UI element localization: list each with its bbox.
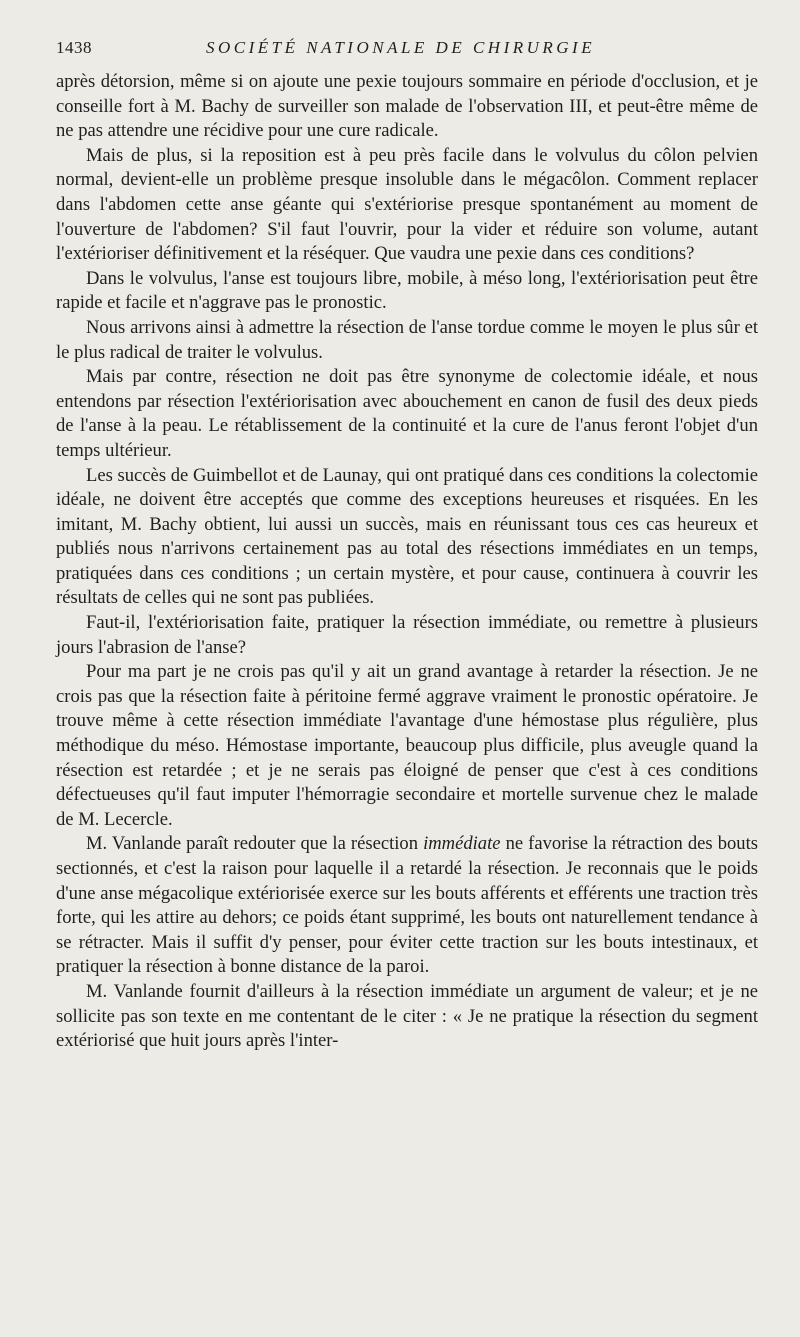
paragraph-9: [56, 832, 758, 980]
article-body: [56, 70, 758, 1054]
emphasized-word: immédiate: [423, 833, 501, 855]
paragraph-9-end: ne favorise la rétraction des bouts sectionnés, et c'est la raison pour laquelle il a retardé la résection. Je reconnais que le poids d'une anse mégacolique extériorisée exerce sur les bouts afférents et efférents une traction très forte, qui les attire au dehors; ce poids étant supprimé, les bouts ont naturellement tendance à se rétracter. Mais il suffit d'y penser, pour éviter cette traction sur les bouts intestinaux, et pratiquer la résection à bonne distance de la paroi.: [56, 833, 759, 978]
running-header: [56, 38, 758, 70]
paragraph-2: Mais de plus, si la reposition est à peu près facile dans le volvulus du côlon pelvien normal, devient-elle un problème presque insoluble dans le mégacôlon. Comment replacer dans l'abdomen cette anse géante qui s'extériorise presque spontanément au moment de l'ouverture de l'abdomen? S'il faut l'ouvrir, pour la vider et réduire son volume, autant l'extérioriser définitivement et la réséquer. Que vaudra une pexie dans ces conditions?: [56, 144, 758, 265]
paragraph-8: Pour ma part je ne crois pas qu'il y ait un grand avantage à retarder la résection. Je ne crois pas que la résection faite à péritoine fermé aggrave vraiment le pronostic opératoire. Je trouve même à cette résection immédiate l'avantage d'une hémostase plus régulière, plus méthodique du méso. Hémostase importante, beaucoup plus difficile, plus aveugle quand la résection est retardée ; et je ne serais pas éloigné de penser que c'est à ces conditions défectueuses qu'il faut imputer l'hémorragie secondaire et mortelle survenue chez le malade de M. Lecercle.: [56, 661, 758, 830]
journal-title: SOCIÉTÉ NATIONALE DE CHIRURGIE: [206, 38, 596, 57]
paragraph-10: M. Vanlande fournit d'ailleurs à la résection immédiate un argument de valeur; et je ne sollicite pas son texte en me contentant de le citer : « Je ne pratique la résection du segment extériorisé que huit jours après l'inter-: [56, 980, 758, 1052]
paragraph-4: Nous arrivons ainsi à admettre la résection de l'anse tordue comme le moyen le plus sûr et le plus radical de traiter le volvulus.: [56, 316, 758, 363]
paragraph-3: Dans le volvulus, l'anse est toujours libre, mobile, à méso long, l'extériorisation peut être rapide et facile et n'aggrave pas le pronostic.: [56, 267, 758, 314]
paragraph-5: Mais par contre, résection ne doit pas être synonyme de colectomie idéale, et nous entendons par résection l'extériorisation avec abouchement en canon de fusil des deux pieds de l'anse à la peau. Le rétablissement de la continuité et la cure de l'anus feront l'objet d'un temps ultérieur.: [56, 366, 758, 461]
paragraph-7: Faut-il, l'extériorisation faite, pratiquer la résection immédiate, ou remettre à plusieurs jours l'abrasion de l'anse?: [56, 612, 758, 658]
paragraph-6: Les succès de Guimbellot et de Launay, qui ont pratiqué dans ces conditions la colectomie idéale, ne doivent être acceptés que comme des exceptions heureuses et risquées. En les imitant, M. Bachy obtient, lui aussi un succès, mais en réunissant tous ces cas heureux et publiés nous n'arrivons certainement pas au total des résections immédiates en un temps, pratiquées dans ces conditions ; un certain mystère, et pour cause, continuera à couvrir les résultats de celles qui ne sont pas publiées.: [56, 464, 758, 609]
paragraph-9-start: M. Vanlande paraît redouter que la résection: [86, 833, 424, 855]
paragraph-1: après détorsion, même si on ajoute une pexie toujours sommaire en période d'occlusion, et je conseille fort à M. Bachy de surveiller son malade de l'observation III, et peut-être même de ne pas attendre une récidive pour une cure radicale.: [56, 71, 758, 142]
page-number: 1438: [56, 38, 92, 57]
